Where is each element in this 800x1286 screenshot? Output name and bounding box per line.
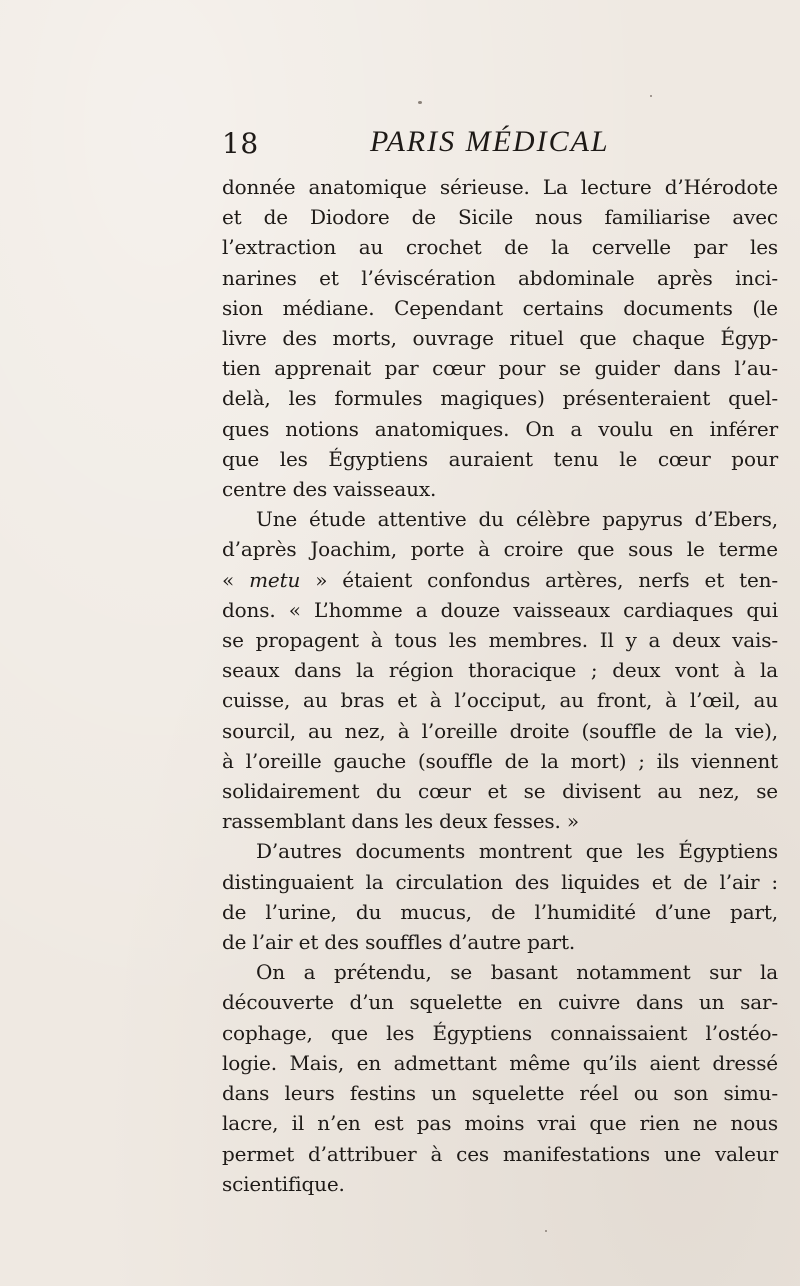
text-line: cophage, que les Égyptiens connaissaient l’ostéo- [222,1020,778,1045]
text-line: lacre, il n’en est pas moins vrai que rien ne nous [222,1111,778,1136]
text-line: « metu » étaient confondus artères, nerfs et ten- [222,567,778,592]
text-line: distinguaient la circulation des liquides et de l’air : [222,869,778,894]
text-line: de l’air et des souffles d’autre part. [222,930,576,955]
text-line: livre des morts, ouvrage rituel que chaque Égyp- [222,326,778,351]
text-line: à l’oreille gauche (souffle de la mort) ; ils viennent [222,748,778,773]
text-line: de l’urine, du mucus, de l’humidité d’une part, [222,899,778,924]
paragraph [222,957,778,1199]
text-line: ques notions anatomiques. On a voulu en inférer [222,416,778,441]
text-line: On a prétendu, se basant notamment sur la [256,960,778,985]
text-line: sion médiane. Cependant certains documents (le [222,295,778,320]
page-header [222,123,782,167]
text-line: sourcil, au nez, à l’oreille droite (souffle de la vie), [222,718,778,743]
text-line: delà, les formules magiques) présenteraient quel- [222,386,778,411]
text-line: narines et l’éviscération abdominale après inci- [222,265,778,290]
paragraph [222,836,778,957]
text-line: l’extraction au crochet de la cervelle par les [222,235,778,260]
body-text [222,172,778,1199]
text-line: que les Égyptiens auraient tenu le cœur pour [222,446,778,471]
paragraph [222,504,778,836]
text-line: scientifique. [222,1171,345,1196]
text-line: D’autres documents montrent que les Égyptiens [256,839,778,864]
text-line: se propagent à tous les membres. Il y a deux vais- [222,628,778,653]
text-line: centre des vaisseaux. [222,477,437,502]
text-line: tien apprenait par cœur pour se guider dans l’au- [222,356,778,381]
page-number: 18 [222,127,259,160]
text-line: dans leurs festins un squelette réel ou son simu- [222,1081,778,1106]
text-line: rassemblant dans les deux fesses. » [222,809,580,834]
text-line: donnée anatomique sérieuse. La lecture d’Hérodote [222,175,778,199]
text-line: logie. Mais, en admettant même qu’ils aient dressé [222,1050,778,1075]
text-line: Une étude attentive du célèbre papyrus d’Ebers, [256,507,778,532]
text-line: cuisse, au bras et à l’occiput, au front, à l’œil, au [222,688,778,713]
text-line: seaux dans la région thoracique ; deux vont à la [222,658,778,683]
text-line: permet d’attribuer à ces manifestations une valeur [222,1141,778,1166]
paragraph [222,172,778,504]
text-line: découverte d’un squelette en cuivre dans un sar- [222,990,778,1015]
text-line: solidairement du cœur et se divisent au nez, se [222,779,778,804]
text-line: et de Diodore de Sicile nous familiarise avec [222,205,778,230]
running-title: PARIS MÉDICAL [370,125,610,158]
text-line: dons. « L’homme a douze vaisseaux cardiaques qui [222,597,778,622]
text-line: d’après Joachim, porte à croire que sous le terme [222,537,778,562]
